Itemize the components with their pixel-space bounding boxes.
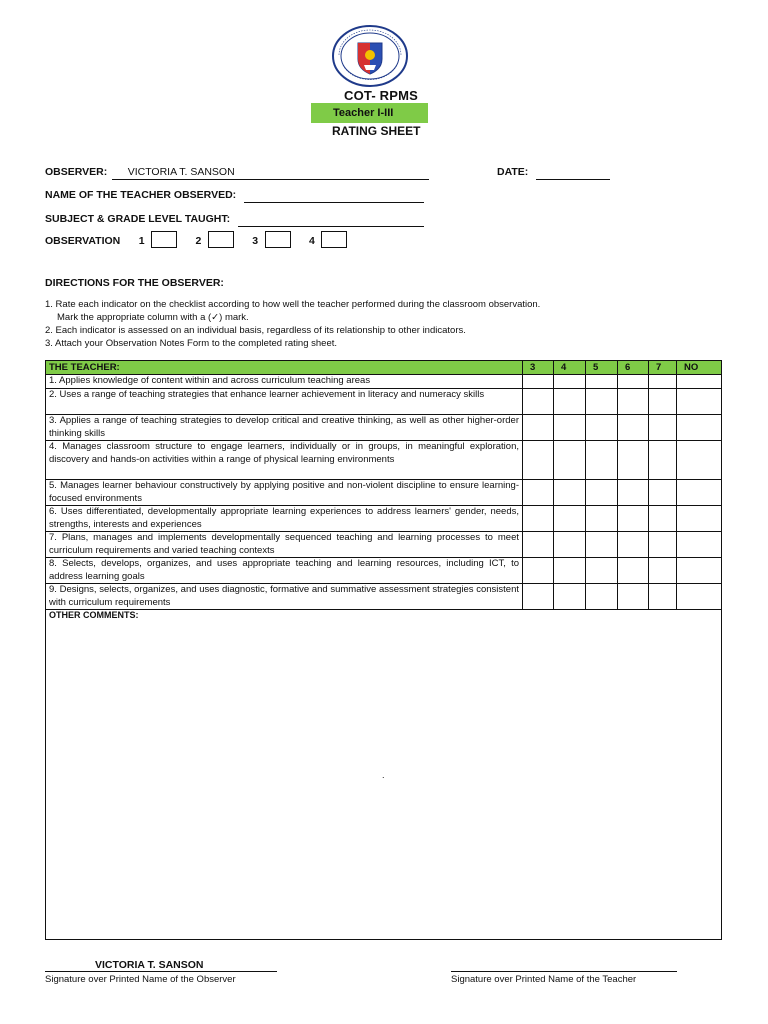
rating-cell[interactable]: [649, 480, 677, 506]
rating-cell[interactable]: [618, 532, 649, 558]
grade-badge: [311, 103, 428, 123]
rating-column-header: NO: [677, 361, 722, 375]
table-row: [46, 558, 722, 584]
subject-row: [45, 209, 424, 227]
date-field[interactable]: [536, 167, 610, 180]
indicator-text: 5. Manages learner behaviour constructively by applying positive and non-violent discipline to ensure learning-focused environments: [46, 480, 523, 506]
indicator-text: 9. Designs, selects, organizes, and uses diagnostic, formative and summative assessment strategies consistent with curriculum requirements: [46, 584, 523, 610]
teacher-row: [45, 185, 424, 203]
rating-cell[interactable]: [649, 584, 677, 610]
observation-box-1[interactable]: [151, 231, 177, 248]
rating-cell[interactable]: [677, 506, 722, 532]
rating-cell[interactable]: [649, 415, 677, 441]
subject-label: SUBJECT & GRADE LEVEL TAUGHT:: [45, 213, 231, 225]
directions-title: DIRECTIONS FOR THE OBSERVER:: [45, 277, 224, 289]
rating-cell[interactable]: [618, 558, 649, 584]
rating-cell[interactable]: [523, 532, 554, 558]
rating-cell[interactable]: [523, 506, 554, 532]
direction-item: 1. Rate each indicator on the checklist according to how well the teacher performed during the classroom observation.: [45, 299, 541, 310]
observation-number-4: 4: [308, 235, 315, 247]
observer-row: [45, 162, 429, 180]
observation-number-3: 3: [252, 235, 259, 247]
form-title: COT- RPMS: [344, 88, 419, 103]
observer-field[interactable]: [112, 167, 429, 180]
observer-signature-caption: Signature over Printed Name of the Observer: [45, 974, 236, 985]
date-label: DATE:: [497, 166, 529, 178]
rating-cell[interactable]: [554, 389, 586, 415]
observer-signature-name: VICTORIA T. SANSON: [95, 959, 204, 971]
rating-cell[interactable]: [618, 441, 649, 480]
observer-signature-line[interactable]: [45, 958, 277, 972]
observation-number-1: 1: [138, 235, 145, 247]
indicator-text: 8. Selects, develops, organizes, and uses appropriate teaching and learning resources, including ICT, to address learning goals: [46, 558, 523, 584]
rating-cell[interactable]: [554, 480, 586, 506]
rating-cell[interactable]: [586, 441, 618, 480]
rating-column-header: 5: [586, 361, 618, 375]
rating-cell[interactable]: [586, 532, 618, 558]
rating-cell[interactable]: [554, 506, 586, 532]
rating-cell[interactable]: [677, 584, 722, 610]
rating-cell[interactable]: [554, 584, 586, 610]
observation-number-2: 2: [195, 235, 202, 247]
teacher-signature-line[interactable]: [451, 958, 677, 972]
rating-cell[interactable]: [554, 558, 586, 584]
rating-cell[interactable]: [586, 584, 618, 610]
rating-cell[interactable]: [618, 506, 649, 532]
comments-cell[interactable]: [46, 610, 722, 940]
rating-cell[interactable]: [677, 532, 722, 558]
comments-row: [46, 610, 722, 940]
table-row: [46, 415, 722, 441]
observer-signature-block: [45, 958, 277, 985]
table-row: [46, 506, 722, 532]
table-row: [46, 480, 722, 506]
rating-column-header: 3: [523, 361, 554, 375]
observation-box-2[interactable]: [208, 231, 234, 248]
rating-cell[interactable]: [523, 480, 554, 506]
rating-cell[interactable]: [677, 558, 722, 584]
rating-cell[interactable]: [618, 375, 649, 389]
rating-cell[interactable]: [554, 415, 586, 441]
rating-cell[interactable]: [649, 532, 677, 558]
rating-cell[interactable]: [586, 558, 618, 584]
rating-cell[interactable]: [523, 375, 554, 389]
rating-cell[interactable]: [649, 375, 677, 389]
rating-cell[interactable]: [586, 389, 618, 415]
teacher-column-header: THE TEACHER:: [46, 361, 523, 375]
rating-cell[interactable]: [649, 558, 677, 584]
rating-cell[interactable]: [586, 480, 618, 506]
rating-cell[interactable]: [523, 441, 554, 480]
indicator-text: 3. Applies a range of teaching strategies to develop critical and creative thinking, as well as other higher-order thinking skills: [46, 415, 523, 441]
direction-item: Mark the appropriate column with a (✓) mark.: [57, 312, 249, 323]
rating-cell[interactable]: [677, 375, 722, 389]
table-row: [46, 441, 722, 480]
table-row: [46, 532, 722, 558]
teacher-signature-block: [451, 958, 677, 985]
rating-cell[interactable]: [618, 584, 649, 610]
rating-cell[interactable]: [554, 532, 586, 558]
observer-value: VICTORIA T. SANSON: [127, 166, 235, 178]
observation-box-4[interactable]: [321, 231, 347, 248]
indicator-text: 7. Plans, manages and implements developmentally sequenced teaching and learning processes to meet curriculum requirements and varied teaching contexts: [46, 532, 523, 558]
rating-cell[interactable]: [523, 415, 554, 441]
rating-table: [45, 360, 722, 940]
table-header-row: [46, 361, 722, 375]
table-row: [46, 389, 722, 415]
rating-cell[interactable]: [649, 389, 677, 415]
rating-cell[interactable]: [523, 558, 554, 584]
rating-cell[interactable]: [586, 506, 618, 532]
form-subtitle: RATING SHEET: [332, 124, 421, 138]
rating-cell[interactable]: [586, 375, 618, 389]
observer-label: OBSERVER:: [45, 166, 108, 178]
directions-list: [45, 298, 685, 350]
rating-cell[interactable]: [677, 415, 722, 441]
direction-item: 3. Attach your Observation Notes Form to the completed rating sheet.: [45, 338, 338, 349]
observation-row: [45, 231, 361, 249]
rating-cell[interactable]: [618, 415, 649, 441]
teacher-signature-caption: Signature over Printed Name of the Teacher: [451, 974, 637, 985]
observation-label: OBSERVATION: [45, 235, 121, 247]
rating-cell[interactable]: [586, 415, 618, 441]
rating-cell[interactable]: [649, 441, 677, 480]
teacher-label: NAME OF THE TEACHER OBSERVED:: [45, 189, 237, 201]
table-row: [46, 375, 722, 389]
rating-column-header: 7: [649, 361, 677, 375]
table-row: [46, 584, 722, 610]
comments-label: OTHER COMMENTS:: [49, 610, 139, 620]
subject-field[interactable]: [238, 214, 424, 227]
date-row: [497, 162, 610, 180]
rating-cell[interactable]: [677, 441, 722, 480]
grade-badge-label: Teacher I-III: [333, 107, 394, 119]
deped-seal-logo: [331, 25, 409, 87]
indicator-text: 4. Manages classroom structure to engage learners, individually or in groups, in meaningful exploration, discovery and hands-on activities within a range of physical learning environments: [46, 441, 523, 480]
rating-column-header: 4: [554, 361, 586, 375]
rating-cell[interactable]: [618, 389, 649, 415]
comments-mark: .: [382, 770, 385, 780]
indicator-text: 1. Applies knowledge of content within and across curriculum teaching areas: [46, 375, 523, 389]
direction-item: 2. Each indicator is assessed on an individual basis, regardless of its relationship to other indicators.: [45, 325, 466, 336]
rating-cell[interactable]: [677, 480, 722, 506]
teacher-field[interactable]: [244, 190, 424, 203]
rating-cell[interactable]: [618, 480, 649, 506]
rating-column-header: 6: [618, 361, 649, 375]
rating-cell[interactable]: [649, 506, 677, 532]
rating-cell[interactable]: [523, 584, 554, 610]
indicator-text: 6. Uses differentiated, developmentally appropriate learning experiences to address learners' gender, needs, strengths, interests and experiences: [46, 506, 523, 532]
rating-cell[interactable]: [554, 375, 586, 389]
rating-cell[interactable]: [677, 389, 722, 415]
indicator-text: 2. Uses a range of teaching strategies that enhance learner achievement in literacy and numeracy skills: [46, 389, 523, 415]
rating-cell[interactable]: [554, 441, 586, 480]
rating-cell[interactable]: [523, 389, 554, 415]
observation-box-3[interactable]: [265, 231, 291, 248]
